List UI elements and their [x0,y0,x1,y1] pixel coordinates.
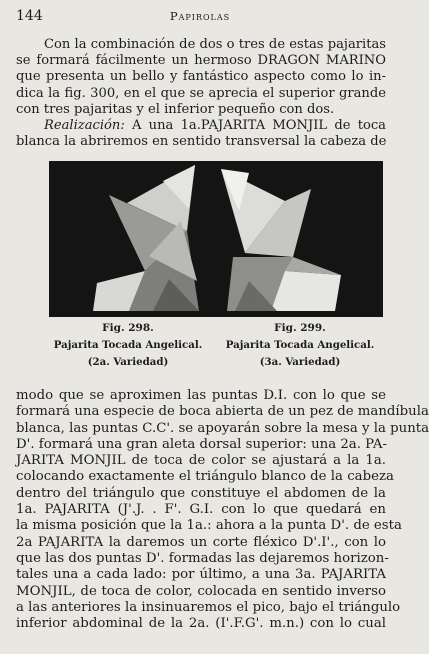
text-line: colocando exactamente el triángulo blanco de la cabeza [16,469,394,485]
realization-text: A una 1a.PAJARITA MONJIL de toca [124,118,386,134]
caption-fig-299 [215,320,385,371]
realization-line [16,118,386,134]
intro-paragraph [16,37,386,150]
text-line: blanca, las puntas C.C'. se apoyarán sobre la mesa y la punta [16,420,429,436]
text-line: modo que se aproximen las puntas D.I. con lo que se [16,388,386,403]
text-line: que las dos puntas D'. formadas las dejaremos horizon- [16,550,389,566]
running-title: Papirolas [169,9,231,23]
text-line: se formará fácilmente un hermoso DRAGON MARINO [16,53,386,69]
text-line: formará una especie de boca abierta de un pez de mandíbula [16,404,429,420]
text-line: dica la fig. 300, en el que se aprecia el superior grande [16,85,386,101]
figure-number: Fig. 299. [274,322,326,334]
text-line: con tres pajaritas y el inferior pequeño con dos. [16,101,335,117]
text-line: 2a PAJARITA la daremos un corte fléxico D'.I'., con lo [16,534,386,550]
origami-birds-illustration [49,161,383,317]
text-line: D'. formará una gran aleta dorsal superior: una 2a. PA- [16,436,388,452]
text-line: a las anteriores la insinuaremos el pico, bajo el triángulo [16,599,401,615]
text-line: Con la combinación de dos o tres de estas pajaritas [44,37,386,52]
origami-photograph [49,161,383,317]
figure-variant: (2a. Variedad) [87,356,169,368]
text-line: tales una a cada lado: por último, a una 3a. PAJARITA [16,567,386,583]
text-line: dentro del triángulo que constituye el abdomen de la [16,485,386,501]
figure-title: Pajarita Tocada Angelical. [53,339,203,351]
text-line: la misma posición que la 1a.: ahora a la punta D'. de esta [16,518,402,534]
page-number: 144 [16,8,43,24]
caption-fig-298 [43,320,213,371]
running-head [0,8,400,26]
figure-title: Pajarita Tocada Angelical. [225,339,375,351]
text-line: que presenta un bello y fantástico aspecto como lo in- [16,69,386,85]
text-line: JARITA MONJIL de toca de color se ajustará a la 1a. [16,453,386,469]
figure-number: Fig. 298. [102,322,154,334]
instructions-paragraph [16,388,429,632]
realization-label: Realización: [44,118,125,134]
text-line: blanca la abriremos en sentido transversal la cabeza de [16,134,387,150]
text-line: MONJIL, de toca de color, colocada en sentido inverso [16,583,386,599]
text-line: inferior abdominal de la 2a. (I'.F.G'. m.n.) con lo cual [16,616,386,632]
text-line: 1a. PAJARITA (J'.J. . F'. G.I. con lo que quedará en [16,502,386,518]
figure-variant: (3a. Variedad) [259,356,341,368]
